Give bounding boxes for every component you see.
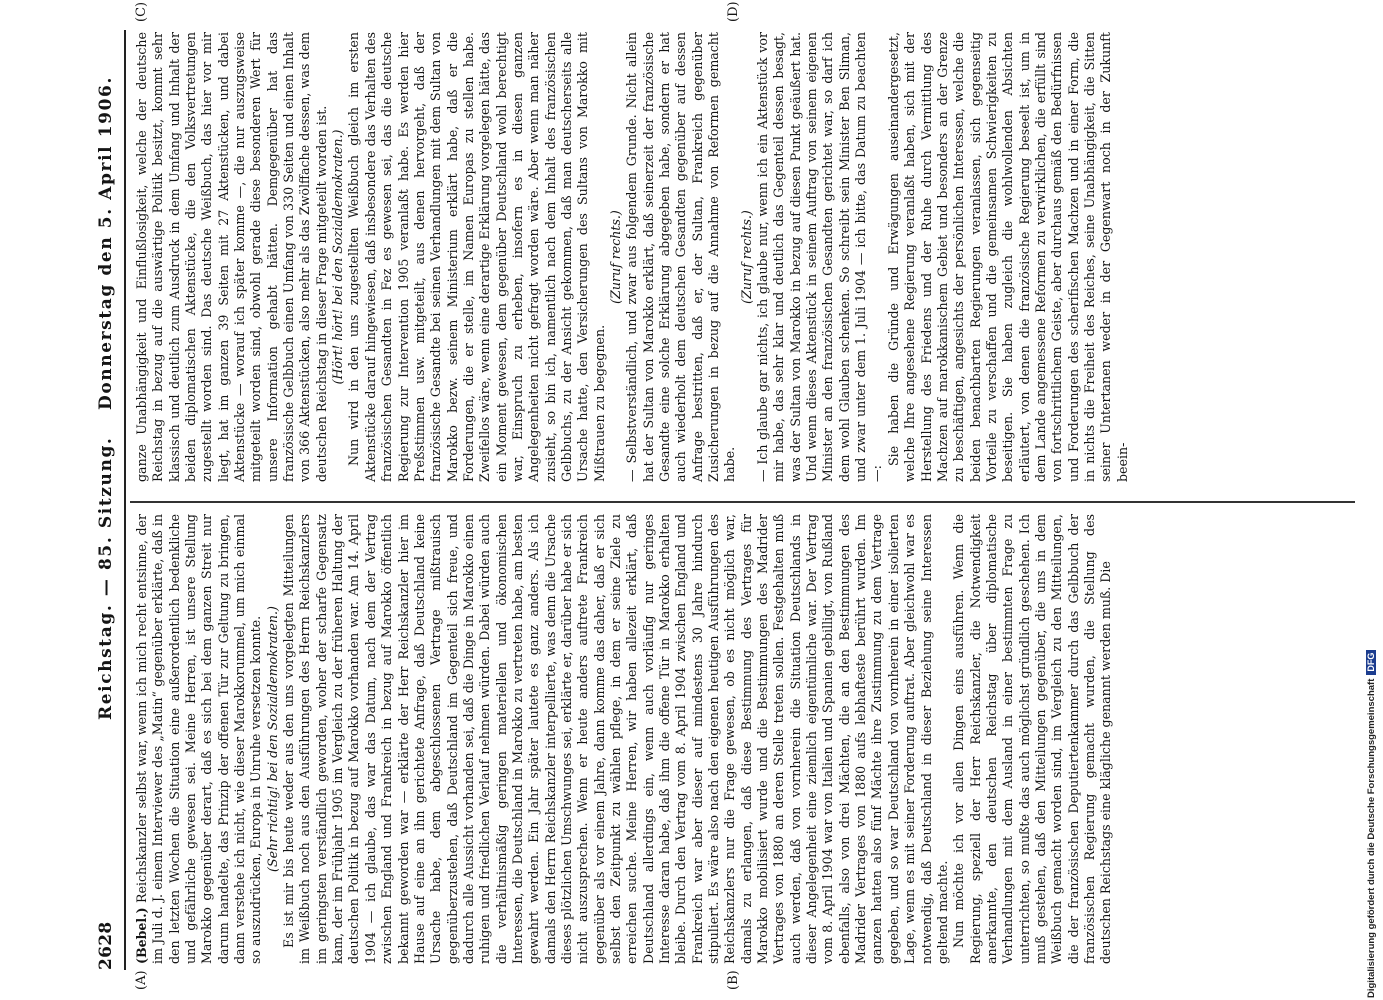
margin-mark-b: (B) <box>726 970 741 990</box>
digitization-credit <box>1366 8 1382 998</box>
page-header <box>96 30 122 970</box>
margin-mark-a: (A) <box>134 970 149 990</box>
interjection: (Hört! hört! bei den Sozialdemokraten.) <box>330 129 346 385</box>
speech-paragraph: — Ich glaube gar nichts, ich glaube nur, wenn ich ein Aktenstück vor mir habe, das sehr klar und deutlich das Gegenteil dessen besagt, was der Sultan von Marokko in bezug auf diesen Punkt geäußert hat. Und wenn dieses Aktenstück in seinem Auftrag von seinem eigenen Minister an den französischen Gesandten gerichtet war, so darf ich dem wohl Glauben schenken. So schreibt sein Minister Ben Sliman, und zwar unter dem 1. Juli 1904 — ich bitte, das Datum zu beachten —: <box>755 32 885 482</box>
speech-paragraph: — Selbstverständlich, und zwar aus folgendem Grunde. Nicht allein hat der Sultan von Marokko erklärt, daß seinerzeit der französische Gesandte eine solche Erklärung abgegeben habe, sondern er hat auch wiederholt dem deutschen Gesandten gegenüber auf dessen Anfrage bestritten, daß er, der Sultan, Frankreich gegenüber Zusicherungen in bezug auf die Annahme von Reformen gemacht habe. <box>624 32 738 482</box>
column-divider <box>130 501 1355 503</box>
speech-paragraph <box>134 514 265 964</box>
rotated-page-content <box>90 0 1360 1000</box>
interjection: (Sehr richtig! bei den Sozialdemokraten.) <box>264 606 280 872</box>
header-rule <box>124 30 126 970</box>
credit-text: Digitalisierung gefördert durch die Deutsche Forschungsgemeinschaft <box>1366 678 1377 998</box>
interjection: (Zuruf rechts.) <box>738 210 754 304</box>
speaker-name: (Bebel.) <box>134 907 149 964</box>
document-page <box>90 0 1360 1000</box>
left-column <box>134 514 1115 964</box>
margin-mark-d: (D) <box>726 1 741 22</box>
page-number: 2628 <box>96 921 116 970</box>
quoted-letter: Sie haben die Gründe und Erwägungen auseinandergesetzt, welche Ihre angesehene Regierung veranlaßt haben, sich mit der Herstellung des Friedens und der Ruhe durch Vermittlung des Machzen auf marokkanischem Gebiet und besonders an der Grenze zu beschäftigen, angesichts der persönlichen Interessen, welche die beiden benachbarten Regierungen veranlassen, sich gegenseitig Vorteile zu verschaffen und die gemeinsamen Schwierigkeiten zu beseitigen. Sie haben zugleich die wohlwollenden Absichten erläutert, von denen die französische Regierung beseelt ist, um in dem Lande angemessene Reformen zu verwirklichen, die erfüllt sind von fortschrittlichem Geiste, aber durchaus gemäß den Bedürfnissen und Forderungen des scherifischen Machzen und in einer Form, die in nichts die Freiheit des Reiches, seine Unabhängigkeit, die Sitten seiner Untertanen weder in der Gegenwart noch in der Zukunft beein- <box>885 32 1130 482</box>
speech-paragraph: ganze Unabhängigkeit und Einflußlosigkeit, welche der deutsche Reichstag in bezug auf die auswärtige Politik besitzt, kommt sehr klassisch und deutlich zum Ausdruck in dem Umfang und Inhalt der beiden diplomatischen Aktenstücke, die den Volksvertretungen zugestellt worden sind. Das deutsche Weißbuch, das hier vor mir liegt, hat im ganzen 39 Seiten mit 27 Aktenstücken, und dabei Aktenstücke — worauf ich später komme —, die nur auszugsweise mitgeteilt worden sind, obwohl gerade diese besonderen Wert für unsere Information gehabt hätten. Demgegenüber hat das französische Gelbbuch einen Umfang von 330 Seiten und einen Inhalt von 366 Aktenstücken, also mehr als das Zwölffache dessen, was dem deutschen Reichstag in dieser Frage mitgeteilt worden ist. <box>134 32 329 482</box>
session-date: Donnerstag den 5. April 1906. <box>96 76 116 410</box>
session-title: Reichstag. — 85. Sitzung. <box>96 436 116 720</box>
speech-paragraph: Es ist mir bis heute weder aus den uns vorgelegten Mitteilungen im Weißbuch noch aus den Ausführungen des Herrn Reichskanzlers im geringsten verständlich geworden, woher der scharfe Gegensatz kam, der im Frühjahr 1905 im Vergleich zu der früheren Haltung der deutschen Politik in bezug auf Marokko vorhanden war. Am 14. April 1904 — ich glaube, das war das Datum, nach dem der Vertrag zwischen England und Frankreich in bezug auf Marokko öffentlich bekannt geworden war — erklärte der Herr Reichskanzler hier im Hause auf eine an ihn gerichtete Anfrage, daß Deutschland keine Ursache habe, dem abgeschlossenen Vertrage mißtrauisch gegenüberzustehen, daß Deutschland im Gegenteil sich freue, und dadurch alle Aussicht vorhanden sei, daß die Dinge in Marokko einen ruhigen und friedlichen Verlauf nehmen würden. Dabei würden auch die verhältnismäßig geringen materiellen und ökonomischen Interessen, die Deutschland in Marokko zu vertreten habe, am besten gewahrt werden. Ein Jahr später lautete es ganz anders. Als ich damals den Herrn Reichskanzler interpellierte, was denn die Ursache dieses plötzlichen Umschwunges sei, erklärte er, darüber habe er sich nicht auszusprechen. Wenn er heute anders auftrete Frankreich gegenüber als vor einem Jahre, dann komme das daher, daß er sich selbst den Zeitpunkt zu wählen pflege, in dem er seine Ziele zu erreichen suche. Meine Herren, wir haben allezeit erklärt, daß Deutschland allerdings ein, wenn auch vorläufig nur geringes Interesse daran habe, daß ihm die offene Tür in Marokko erhalten bleibe. Durch den Vertrag vom 8. April 1904 zwischen England und Frankreich war aber dieser auf mindestens 30 Jahre hindurch stipuliert. Es wäre also nach den eigenen heutigen Ausführungen des Reichskanzlers nur die Frage gewesen, ob es nicht möglich war, damals zu erlangen, daß diese Bestimmung des Vertrages für Marokko mobilisiert wurde und die Bestimmungen des Madrider Vertrages von 1880 an deren Stelle treten sollen. Festgehalten muß auch werden, daß von vornherein die Situation Deutschlands in dieser Angelegenheit eine ziemlich eigentümliche war. Der Vertrag vom 8. April 1904 war von Italien und Spanien gebilligt, von Rußland ebenfalls, also von drei Mächten, die an den Bestimmungen des Madrider Vertrages von 1880 aufs lebhafteste berührt wurden. Im ganzen hatten also fünf Mächte ihre Zustimmung zu dem Vertrage gegeben, und so war Deutschland von vornherein in einer isolierten Lage, wenn es mit seiner Forderung auftrat. Aber gleichwohl war es notwendig, daß Deutschland in dieser Beziehung seine Interessen geltend machte. <box>281 514 950 964</box>
interjection: (Zuruf rechts.) <box>607 210 623 304</box>
speech-paragraph: Nun wird in den uns zugestellten Weißbuch gleich im ersten Aktenstücke darauf hingewiesen, daß insbesondere das Verhalten des französischen Gesandten in Fez es gewesen sei, das die deutsche Regierung zur Intervention 1905 veranlaßt habe. Es werden hier Preßstimmen usw. mitgeteilt, aus denen hervorgeht, daß der französische Gesandte bei seinen Verhandlungen mit dem Sultan von Marokko bezw. seinem Ministerium erklärt habe, daß er die Forderungen, die er stelle, im Namen Europas zu stellen habe. Zweifellos wäre, wenn eine derartige Erklärung vorgelegen hätte, das ein Moment gewesen, dem gegenüber Deutschland wohl berechtigt war, Einspruch zu erheben, insofern es in diesen ganzen Angelegenheiten nicht gefragt worden wäre. Aber wenn man näher zusieht, so bin ich, namentlich nach dem Inhalt des französischen Gelbbuchs, zu der Ansicht gekommen, daß man deutscherseits alle Ursache hatte, den Versicherungen des Sultans von Marokko mit Mißtrauen zu begegnen. <box>346 32 607 482</box>
dfg-logo: DFG <box>1366 650 1376 675</box>
speech-paragraph: Nun möchte ich vor allen Dingen eins ausführen. Wenn die Regierung, speziell der Herr Reichskanzler, die Notwendigkeit anerkannte, den deutschen Reichstag über diplomatische Verhandlungen mit dem Ausland in einer bestimmten Frage zu unterrichten, so mußte das auch möglichst gründlich geschehen. Ich muß gestehen, daß den Mitteilungen gegenüber, die uns in dem Weißbuch gemacht worden sind, im Vergleich zu den Mitteilungen, die der französischen Deputiertenkammer durch das Gelbbuch der französischen Regierung gemacht wurden, die Stellung des deutschen Reichstags eine klägliche genannt werden muß. Die <box>951 514 1114 964</box>
right-column <box>134 32 1131 482</box>
margin-mark-c: (C) <box>134 1 149 22</box>
speech-text: Reichskanzler selbst war, wenn ich mich recht entsinne, der im Juli d. J. einem Interviewer des „Matin“ gegenüber erklärte, daß in den letzten Wochen die Situation eine außerordentlich bedenkliche und gefährliche gewesen sei. Meine Herren, ist unsere Stellung Marokko gegenüber derart, daß es sich bei dem ganzen Streit nur darum handelte, das Prinzip der offenen Tür zur Geltung zu bringen, dann verstehe ich nicht, wie dieser Marokkorummel, um mich einmal so auszudrücken, Europa in Unruhe versetzen konnte. <box>134 514 264 964</box>
